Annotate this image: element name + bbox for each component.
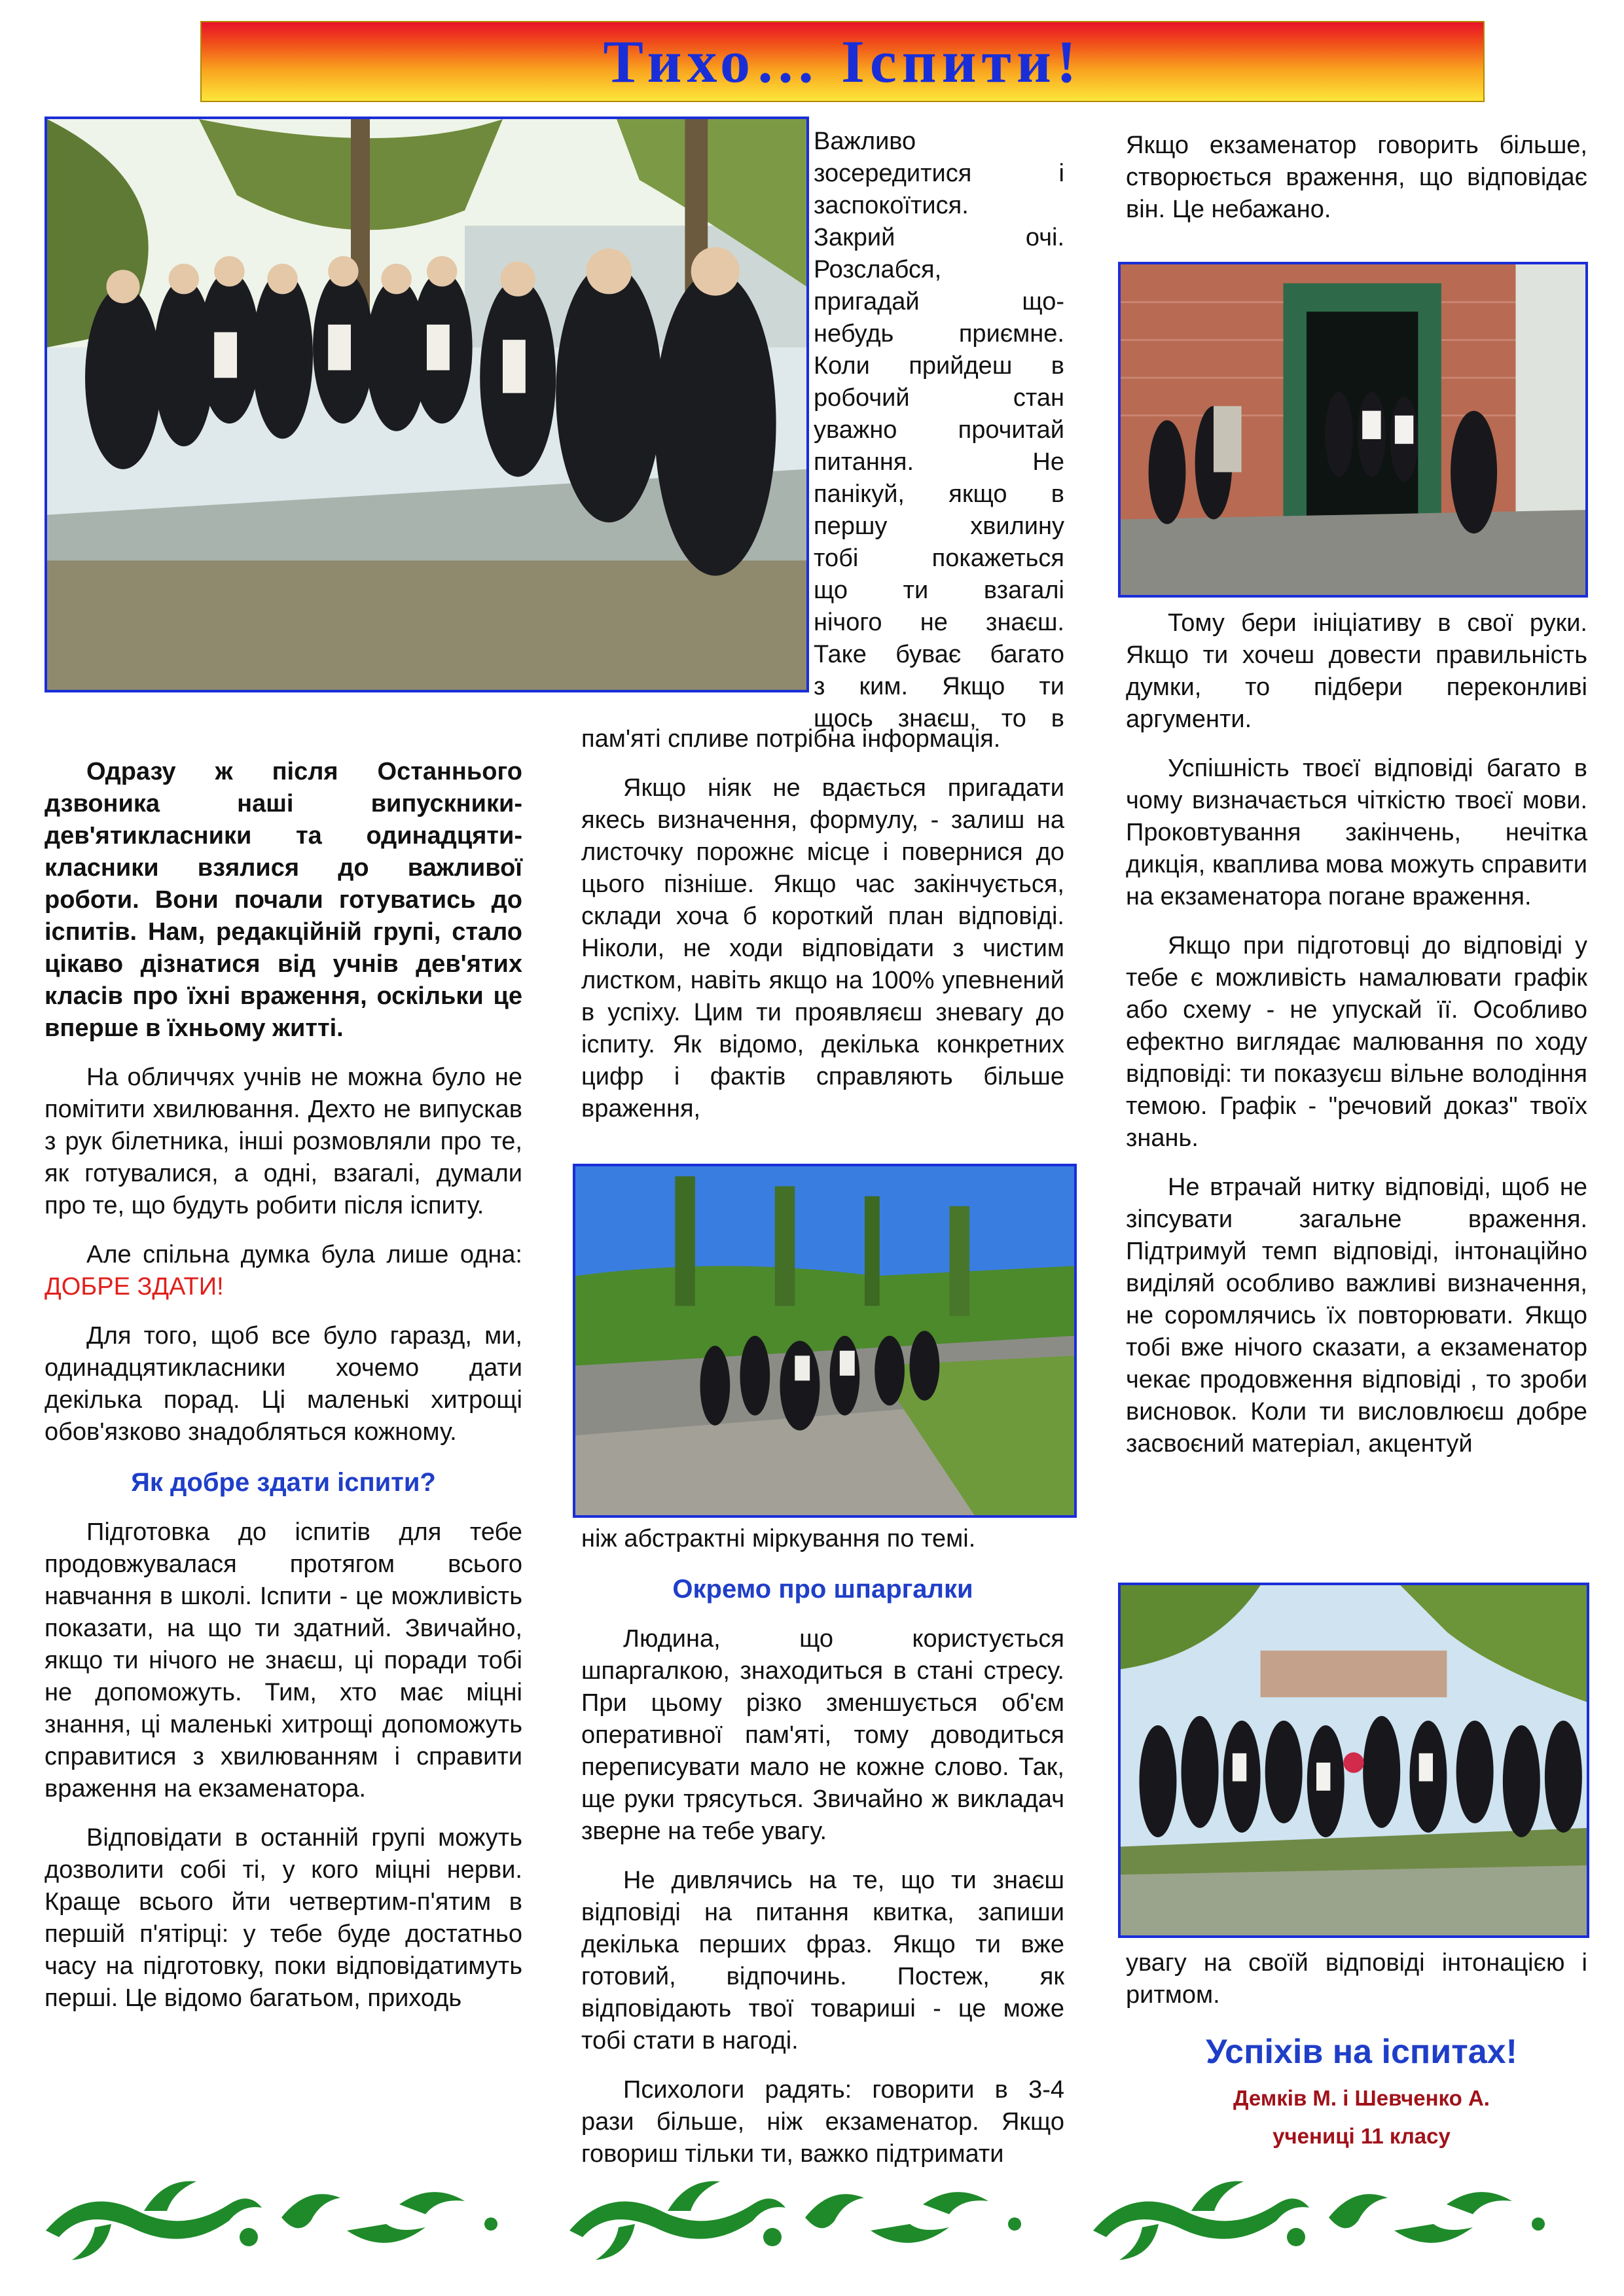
- text-line: з ким. Якщо ти: [814, 673, 1064, 700]
- highlight-text: ДОБРЕ ЗДАТИ!: [45, 1273, 224, 1300]
- paragraph: Психологи радять: говорити в 3-4 рази більше, ніж екзаменатор. Якщо говориш тільки ти, важко підтримати: [581, 2076, 1064, 2168]
- text-line: Коли прийдеш в: [814, 352, 1064, 380]
- floral-ornament-border: [33, 2172, 1591, 2270]
- paragraph: Для того, щоб все було гаразд, ми, одинадцятикласники хочемо дати декілька порад. Ці маленькі хитрощі обов'язково знадобляться кожному.: [45, 1322, 522, 1446]
- column-3-end: [1126, 1947, 1587, 2011]
- text-line: Таке буває багато: [814, 641, 1064, 668]
- column-2-body: [581, 723, 1064, 1125]
- text-line: небудь приємне.: [814, 320, 1064, 348]
- column-2-wrap-text: [814, 126, 1064, 735]
- text-line: пригадай що-: [814, 288, 1064, 315]
- school-yard-photo: [45, 117, 809, 692]
- text-line: що ти взагалі: [814, 577, 1064, 604]
- text-line: щось знаєш, то в: [814, 705, 1064, 732]
- text-line: питання. Не: [814, 448, 1064, 476]
- paragraph: Якщо екзаменатор говорить більше, створюється враження, що відповідає він. Це небажано.: [1126, 132, 1587, 223]
- text-line: зосередитися і: [814, 160, 1064, 187]
- closing-wish: Успіхів на іспитах!: [1206, 2033, 1517, 2071]
- paragraph: Успішність твоєї відповіді багато в чому визначається чіткістю твоєї мови. Проковтування закінчень, нечітка дикція, кваплива мова можуть справити на екзаменатора погане враження.: [1126, 755, 1587, 910]
- paragraph: Якщо ніяк не вдається пригадати якесь визначення, формулу, - залиш на листочку порожнє місце і повернися до цього пізніше. Якщо час закінчується, склади хоча б короткий план відповіді. Ніколи, не ходи відповідати з чистим листком, навіть якщо на 100% упевнений в успіху. Цим ти проявляєш зневагу до іспиту. Як відомо, декілька конкретних цифр і фактів справляють більше враження,: [581, 774, 1064, 1122]
- students-walking-photo: [573, 1164, 1077, 1518]
- school-doorway-photo: [1118, 262, 1588, 598]
- paragraph: ніж абстрактні міркування по темі.: [581, 1525, 976, 1552]
- paragraph: Підготовка до іспитів для тебе продовжувалася протягом всього навчання в школі. Іспити - це можливість показати, на що ти здатний. Звичайно, якщо ти нічого не знаєш, ці поради тобі не допоможуть. Тим, хто має міцні знання, ці маленькі хитрощі допоможуть справитися з хвилюванням і справити враження на екзаменатора.: [45, 1518, 522, 1803]
- authors: Демків М. і Шевченко А.: [1233, 2086, 1490, 2110]
- text-line: заспокоїтися.: [814, 192, 969, 219]
- paragraph: Якщо при підготовці до відповіді у тебе є можливість намалювати графік або схему - не упускай її. Особливо ефектно виглядає малювання по ходу відповіді: ти показуєш вільне володіння темою. Графік - "речовий доказ" твоїх знань.: [1126, 932, 1587, 1152]
- column-1: [45, 756, 522, 2015]
- paragraph: Не дивлячись на те, що ти знаєш відповіді на питання квитка, запиши декілька перших фраз. Якщо ти вже готовий, відпочинь. Постеж, як відповідають твої товариші - це може тобі стати в нагоді.: [581, 1867, 1064, 2054]
- paragraph: На обличчях учнів не можна було не помітити хвилювання. Дехто не випускав з рук білетника, інші розмовляли про те, як готувалися, а одні, взагалі, думали про те, що будуть робити після іспиту.: [45, 1064, 522, 1219]
- text-line: Закрий очі.: [814, 224, 1064, 251]
- column-3-top: [1126, 130, 1587, 226]
- text-line: Важливо: [814, 128, 916, 155]
- text-line: тобі покажеться: [814, 545, 1064, 572]
- text-line: панікуй, якщо в: [814, 480, 1064, 508]
- text-line: Розслабся,: [814, 256, 942, 283]
- paragraph: пам'яті спливе потрібна інформація.: [581, 725, 1001, 753]
- paragraph: увагу на своїй відповіді інтонацією і ритмом.: [1126, 1949, 1587, 2009]
- text-line: першу хвилину: [814, 512, 1064, 540]
- column-3-body: [1126, 607, 1587, 1460]
- section-heading-how-to-pass: Як добре здати іспити?: [131, 1468, 436, 1497]
- page-title: Тихо… Іспити!: [603, 28, 1082, 95]
- column-2-lower: [581, 1523, 1064, 2170]
- students-group-photo: [1118, 1583, 1589, 1938]
- title-banner: [200, 21, 1485, 102]
- authors-class: учениці 11 класу: [1272, 2124, 1451, 2148]
- text-line: уважно прочитай: [814, 416, 1064, 444]
- intro-paragraph: Одразу ж після Останнього дзвоника наші випускники-дев'ятикласники та одинадцяти-класники взялися до важливої роботи. Вони почали готуватись до іспитів. Нам, редакційній групі, стало цікаво дізнатися від учнів дев'ятих класів про їхні враження, оскільки це вперше в їхньому житті.: [45, 758, 522, 1042]
- text-line: робочий стан: [814, 384, 1064, 412]
- paragraph: Не втрачай нитку відповіді, щоб не зіпсувати загальне враження. Підтримуй темп відповіді, інтонаційно виділяй особливо важливі визначення, не соромлячись їх повторювати. Якщо тобі вже нічого сказати, а екзаменатор чекає продовження відповіді , то зроби висновок. Коли ти висловлюєш добре засвоєний матеріал, акцентуй: [1126, 1174, 1587, 1458]
- paragraph: Людина, що користується шпаргалкою, знаходиться в стані стресу. При цьому різко зменшується об'єм оперативної пам'яті, тому доводиться переписувати мало не кожне слово. Так, ще руки трясуться. Звичайно ж викладач зверне на тебе увагу.: [581, 1625, 1064, 1845]
- text-line: нічого не знаєш.: [814, 609, 1064, 636]
- section-heading-cheat-sheets: Окремо про шпаргалки: [672, 1575, 973, 1604]
- paragraph: Але спільна думка була лише одна: ДОБРЕ ЗДАТИ!: [45, 1241, 522, 1300]
- paragraph: Тому бери ініціативу в свої руки. Якщо ти хочеш довести правильність думки, то підбери переконливі аргументи.: [1126, 609, 1587, 733]
- paragraph: Відповідати в останній групі можуть дозволити собі ті, у кого міцні нерви. Краще всього йти четвертим-п'ятим в першій п'ятірці: у тебе буде достатньо часу на підготовку, поки відповідатимуть перші. Це відомо багатьом, приходь: [45, 1824, 522, 2012]
